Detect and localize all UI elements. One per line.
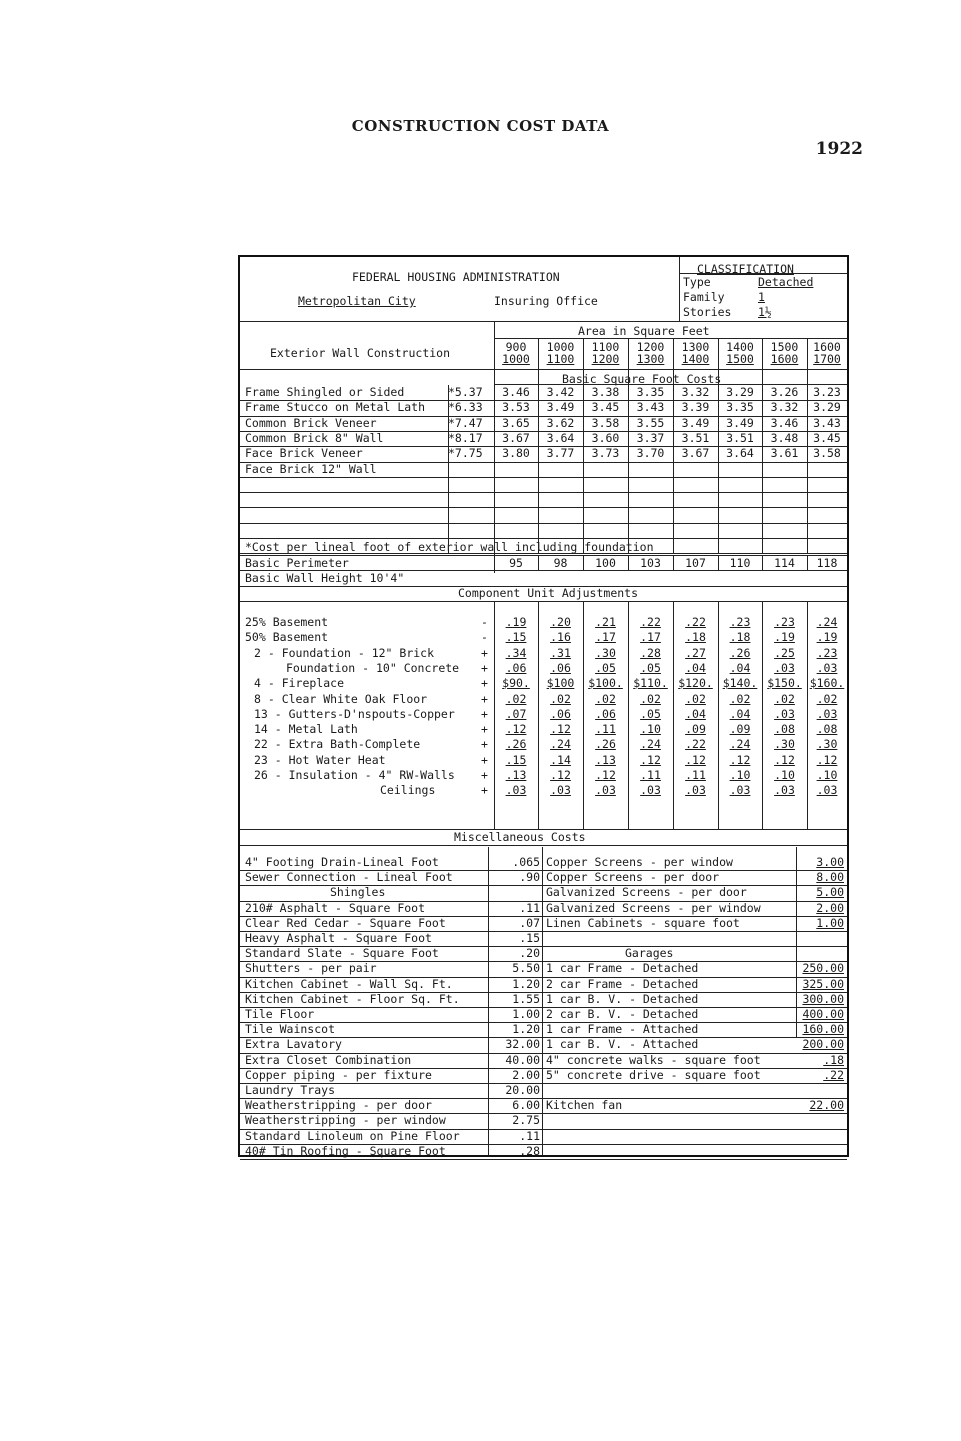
- misc-left-value: 40.00: [505, 1052, 540, 1067]
- adjustment-sign: +: [481, 752, 488, 767]
- misc-left-label: Extra Lavatory: [245, 1037, 342, 1052]
- adjustment-value: .31: [550, 645, 571, 660]
- basic-cost-value: 3.48: [770, 430, 799, 445]
- adjustment-value: .10: [816, 768, 838, 782]
- basic-cost-value: 3.43: [636, 400, 665, 415]
- adjustment-value: .19: [505, 615, 527, 629]
- area-range-low: 1100: [591, 340, 620, 354]
- misc-left-label: Sewer Connection - Lineal Foot: [245, 870, 453, 885]
- misc-left-value: 32.00: [505, 1037, 540, 1052]
- cost-form: [238, 255, 849, 1157]
- adjustment-value: .02: [550, 691, 571, 706]
- misc-right-value: 250.00: [802, 961, 844, 976]
- adjustment-value: .30: [816, 737, 838, 752]
- adjustment-sign: +: [481, 722, 488, 737]
- basic-cost-value: 3.73: [591, 446, 620, 461]
- adjustment-value: .03: [505, 783, 527, 798]
- wall-type-label: Frame Shingled or Sided: [245, 385, 405, 399]
- adjustment-value: .07: [505, 706, 527, 721]
- adjustment-value: .12: [729, 752, 751, 767]
- type-value: Detached: [758, 275, 814, 289]
- adjustment-value: .06: [595, 706, 616, 721]
- misc-right-value: 2.00: [816, 900, 844, 915]
- adjustment-value: .21: [595, 615, 616, 629]
- adjustment-sign: +: [481, 783, 488, 798]
- lineal-foot-cost: *7.47: [448, 415, 483, 430]
- misc-left-label: Kitchen Cabinet - Floor Sq. Ft.: [245, 991, 460, 1006]
- adjustment-value: .02: [640, 691, 661, 706]
- misc-right-label: 1 car B. V. - Detached: [546, 991, 699, 1006]
- misc-left-value: 1.55: [512, 991, 540, 1006]
- misc-left-label: Standard Slate - Square Foot: [245, 946, 439, 961]
- adjustment-value: .03: [774, 706, 795, 721]
- area-range-high: 1200: [591, 352, 620, 366]
- basic-cost-heading: Basic Square Foot Costs: [562, 372, 722, 386]
- wall-type-label: Frame Stucco on Metal Lath: [245, 400, 426, 415]
- adjustment-sign: +: [481, 645, 488, 660]
- misc-left-value: .11: [519, 900, 540, 915]
- adjustment-value: .30: [774, 737, 795, 752]
- adjustment-value: .09: [729, 722, 751, 737]
- basic-cost-value: 3.32: [770, 400, 799, 415]
- misc-left-value: .065: [512, 855, 540, 869]
- adjustment-value: .08: [816, 722, 838, 737]
- stories-value: 1½: [758, 305, 772, 319]
- misc-right-value: 8.00: [816, 870, 844, 885]
- adjustment-value: .12: [685, 752, 706, 767]
- misc-left-label: 4" Footing Drain-Lineal Foot: [245, 855, 439, 869]
- misc-left-label: Tile Wainscot: [245, 1022, 336, 1037]
- adjustment-value: .24: [550, 737, 571, 752]
- misc-right-label: 1 car Frame - Detached: [546, 961, 699, 976]
- adjustment-value: .24: [816, 615, 838, 629]
- basic-cost-value: 3.64: [726, 446, 754, 461]
- adjustment-sign: +: [481, 706, 488, 721]
- adjustment-value: .12: [640, 752, 661, 767]
- page-title: CONSTRUCTION COST DATA: [351, 117, 610, 135]
- adjustment-value: .22: [640, 615, 661, 629]
- adjustment-value: .02: [729, 691, 751, 706]
- perimeter-value: 110: [729, 556, 751, 570]
- misc-right-label: 1 car Frame - Attached: [546, 1022, 699, 1037]
- basic-cost-value: 3.42: [546, 385, 575, 399]
- adjustment-value: .03: [595, 783, 616, 798]
- basic-cost-value: 3.67: [681, 446, 710, 461]
- area-range-low: 1600: [813, 340, 841, 354]
- adjustment-value: .04: [729, 706, 751, 721]
- basic-cost-value: 3.67: [502, 430, 530, 445]
- area-range-low: 900: [505, 340, 527, 354]
- misc-right-value: 200.00: [802, 1037, 844, 1052]
- adjustment-value: .12: [595, 768, 616, 782]
- misc-heading: Miscellaneous Costs: [454, 830, 586, 844]
- adjustment-sign: +: [481, 768, 488, 782]
- misc-right-label: 2 car Frame - Detached: [546, 976, 699, 991]
- adjustment-value: .17: [640, 630, 661, 645]
- type-label: Type: [683, 275, 711, 289]
- adjustment-label: 13 - Gutters-D'nspouts-Copper: [254, 706, 455, 721]
- adjustment-value: .23: [729, 615, 751, 629]
- adjustment-sign: +: [481, 737, 488, 752]
- basic-cost-value: 3.80: [502, 446, 530, 461]
- adjustment-value: .22: [685, 615, 706, 629]
- basic-cost-value: 3.49: [726, 415, 754, 430]
- basic-cost-value: 3.46: [502, 385, 530, 399]
- area-range-high: 1100: [546, 352, 575, 366]
- misc-left-label: Clear Red Cedar - Square Foot: [245, 915, 446, 930]
- adjustment-value: .05: [640, 660, 661, 675]
- adjustment-value: .30: [595, 645, 616, 660]
- adjustment-value: .16: [550, 630, 571, 645]
- adjustment-value: .25: [774, 645, 795, 660]
- adjustment-value: .05: [640, 706, 661, 721]
- adjustment-value: .18: [729, 630, 751, 645]
- adjustment-value: .26: [505, 737, 527, 752]
- adjustment-sign: +: [481, 691, 488, 706]
- area-range-high: 1000: [502, 352, 530, 366]
- misc-right-value: 1.00: [816, 915, 844, 930]
- misc-left-value: 2.75: [512, 1113, 540, 1128]
- basic-cost-value: 3.53: [502, 400, 530, 415]
- misc-right-label: Kitchen fan: [546, 1098, 623, 1113]
- misc-left-label: Copper piping - per fixture: [245, 1067, 432, 1082]
- adjustment-label: 23 - Hot Water Heat: [254, 752, 386, 767]
- adjustment-value: .20: [550, 615, 571, 629]
- adjustment-label: 2 - Foundation - 12" Brick: [254, 645, 435, 660]
- adjustment-value: .02: [685, 691, 706, 706]
- basic-cost-value: 3.64: [546, 430, 575, 445]
- basic-cost-value: 3.60: [591, 430, 620, 445]
- lineal-foot-cost: *7.75: [448, 446, 483, 461]
- perimeter-value: 114: [774, 556, 795, 570]
- adjustment-value: .03: [685, 783, 706, 798]
- misc-left-value: 2.00: [512, 1067, 540, 1082]
- basic-cost-value: 3.39: [681, 400, 710, 415]
- misc-left-label: Kitchen Cabinet - Wall Sq. Ft.: [245, 976, 453, 991]
- area-range-high: 1700: [813, 352, 841, 366]
- misc-left-value: 5.50: [512, 961, 540, 976]
- adjustment-label: 50% Basement: [245, 630, 329, 645]
- adjustment-value: .23: [774, 615, 795, 629]
- adjustment-value: .09: [685, 722, 706, 737]
- basic-cost-value: 3.29: [813, 400, 841, 415]
- adjustment-value: .17: [595, 630, 616, 645]
- misc-left-value: .20: [519, 946, 540, 961]
- adjustment-value: .03: [774, 660, 795, 675]
- adjustment-sign: +: [481, 660, 488, 675]
- misc-left-value: .28: [519, 1143, 540, 1158]
- perimeter-value: 107: [685, 556, 706, 570]
- misc-left-value: 1.20: [512, 1022, 540, 1037]
- adjustment-value: .24: [640, 737, 661, 752]
- basic-cost-value: 3.49: [546, 400, 575, 415]
- page-year: 1922: [815, 139, 863, 159]
- misc-left-label: Shutters - per pair: [245, 961, 377, 976]
- misc-right-label: Copper Screens - per door: [546, 870, 720, 885]
- adjustment-value: .15: [505, 630, 527, 645]
- office-name: Insuring Office: [494, 294, 598, 308]
- adjustment-value: $100.: [588, 676, 623, 691]
- adjustment-label: 25% Basement: [245, 615, 329, 629]
- misc-left-label: Laundry Trays: [245, 1083, 336, 1097]
- basic-cost-value: 3.32: [681, 385, 710, 399]
- misc-left-label: Heavy Asphalt - Square Foot: [245, 931, 432, 945]
- adjustment-value: .04: [685, 660, 706, 675]
- adjustment-value: .11: [640, 768, 661, 782]
- adjustment-value: .14: [550, 752, 571, 767]
- misc-right-label: Galvanized Screens - per door: [546, 885, 747, 900]
- adjustment-value: .26: [729, 645, 751, 660]
- basic-cost-value: 3.29: [726, 385, 754, 399]
- misc-right-value: 3.00: [816, 855, 844, 869]
- adjustment-value: .02: [774, 691, 795, 706]
- adjustment-value: .27: [685, 645, 706, 660]
- adjustment-value: .12: [816, 752, 838, 767]
- wall-type-label: Face Brick 12" Wall: [245, 461, 377, 476]
- basic-cost-value: 3.35: [726, 400, 754, 415]
- adjustment-value: .12: [774, 752, 795, 767]
- wall-height: Basic Wall Height 10'4": [245, 571, 405, 585]
- misc-right-label: Linen Cabinets - square foot: [546, 915, 740, 930]
- area-range-low: 1200: [636, 340, 665, 354]
- adjustment-value: .22: [685, 737, 706, 752]
- adjustment-label: 26 - Insulation - 4" RW-Walls: [254, 768, 455, 782]
- adjustment-value: .03: [774, 783, 795, 798]
- misc-right-value: 5.00: [816, 885, 844, 900]
- lineal-foot-cost: *5.37: [448, 385, 483, 399]
- adjustment-label: 4 - Fireplace: [254, 676, 345, 691]
- adjustment-sign: +: [481, 676, 488, 691]
- adjustment-value: .06: [550, 660, 571, 675]
- perimeter-value: 95: [509, 556, 523, 570]
- misc-right-value: 300.00: [802, 991, 844, 1006]
- misc-left-value: 1.20: [512, 976, 540, 991]
- area-range-low: 1300: [681, 340, 710, 354]
- adjustment-label: Ceilings: [380, 783, 436, 798]
- adjustment-value: .03: [816, 660, 838, 675]
- basic-cost-value: 3.51: [681, 430, 710, 445]
- area-range-low: 1500: [770, 340, 799, 354]
- misc-left-value: 1.00: [512, 1007, 540, 1021]
- basic-cost-value: 3.77: [546, 446, 575, 461]
- perimeter-value: 100: [595, 556, 616, 570]
- adjustment-value: .10: [640, 722, 661, 737]
- adjustment-value: .23: [816, 645, 838, 660]
- adjustment-value: .12: [550, 722, 571, 737]
- adjustment-value: $90.: [502, 676, 530, 691]
- wall-type-label: Common Brick 8" Wall: [245, 430, 384, 445]
- adjustment-value: .26: [595, 737, 616, 752]
- lineal-foot-cost: *6.33: [448, 400, 483, 415]
- misc-left-value: 6.00: [512, 1098, 540, 1113]
- family-label: Family: [683, 290, 725, 304]
- adjustment-value: .04: [729, 660, 751, 675]
- area-range-high: 1300: [636, 352, 665, 366]
- misc-right-value: .18: [823, 1052, 844, 1067]
- family-value: 1: [758, 290, 765, 304]
- adjustment-value: .02: [505, 691, 527, 706]
- wall-type-label: Common Brick Veneer: [245, 415, 377, 430]
- adjustment-value: .06: [550, 706, 571, 721]
- adjustment-value: .05: [595, 660, 616, 675]
- basic-cost-value: 3.61: [770, 446, 799, 461]
- misc-left-label: Extra Closet Combination: [245, 1052, 412, 1067]
- misc-right-value: 22.00: [809, 1098, 844, 1113]
- basic-cost-value: 3.46: [770, 415, 799, 430]
- lineal-footnote: *Cost per lineal foot of exterior wall including foundation: [245, 540, 654, 554]
- adjustment-value: .02: [816, 691, 838, 706]
- misc-right-value: 325.00: [802, 976, 844, 991]
- misc-left-label: Weatherstripping - per door: [245, 1098, 432, 1113]
- adjustment-value: .03: [816, 706, 838, 721]
- basic-cost-value: 3.35: [636, 385, 665, 399]
- misc-left-label: 210# Asphalt - Square Foot: [245, 900, 426, 915]
- basic-cost-value: 3.38: [591, 385, 620, 399]
- basic-cost-value: 3.55: [636, 415, 665, 430]
- adjustment-value: $120.: [678, 676, 713, 691]
- adjustment-label: 22 - Extra Bath-Complete: [254, 737, 421, 752]
- adjustment-value: .03: [640, 783, 661, 798]
- misc-left-value: .07: [519, 915, 540, 930]
- basic-cost-value: 3.62: [546, 415, 575, 430]
- adjustment-value: .28: [640, 645, 661, 660]
- basic-cost-value: 3.45: [591, 400, 620, 415]
- basic-cost-value: 3.37: [636, 430, 665, 445]
- adjustment-value: .02: [595, 691, 616, 706]
- basic-cost-value: 3.70: [636, 446, 665, 461]
- misc-right-label: 5" concrete drive - square foot: [546, 1067, 761, 1082]
- misc-left-label: 40# Tin Roofing - Square Foot: [245, 1143, 446, 1158]
- adjustment-value: $110.: [633, 676, 668, 691]
- adjustment-value: .03: [729, 783, 751, 798]
- perimeter-label: Basic Perimeter: [245, 556, 349, 570]
- basic-cost-value: 3.43: [813, 415, 841, 430]
- adjustment-value: $140.: [722, 676, 758, 691]
- adjustment-value: .19: [816, 630, 838, 645]
- adjustment-value: .03: [816, 783, 838, 798]
- area-range-high: 1500: [726, 352, 754, 366]
- perimeter-value: 103: [640, 556, 661, 570]
- adjustment-value: .13: [505, 768, 527, 782]
- adjustment-sign: -: [481, 615, 488, 629]
- basic-cost-value: 3.65: [502, 415, 530, 430]
- adjustment-value: .13: [595, 752, 616, 767]
- adjustment-value: .11: [685, 768, 706, 782]
- classification-heading: CLASSIFICATION: [697, 262, 794, 276]
- misc-left-value: .90: [519, 870, 540, 885]
- basic-cost-value: 3.58: [813, 446, 841, 461]
- perimeter-value: 98: [553, 556, 568, 570]
- basic-cost-value: 3.51: [726, 430, 754, 445]
- adjustment-value: .12: [550, 768, 571, 782]
- misc-right-label: 2 car B. V. - Detached: [546, 1007, 699, 1021]
- area-range-low: 1000: [546, 340, 575, 354]
- basic-cost-value: 3.49: [681, 415, 710, 430]
- adjustment-value: .24: [729, 737, 751, 752]
- wall-type-label: Face Brick Veneer: [245, 446, 363, 461]
- adjustment-value: .19: [774, 630, 795, 645]
- area-heading: Area in Square Feet: [578, 324, 710, 338]
- misc-right-heading: Garages: [625, 946, 674, 961]
- misc-left-value: 20.00: [505, 1083, 540, 1097]
- adjustment-sign: -: [481, 630, 488, 645]
- misc-right-value: 400.00: [802, 1007, 844, 1021]
- agency-name: FEDERAL HOUSING ADMINISTRATION: [352, 270, 560, 284]
- adjustment-value: .15: [505, 752, 527, 767]
- misc-right-value: .22: [823, 1067, 844, 1082]
- misc-left-label: Tile Floor: [245, 1007, 315, 1021]
- lineal-foot-cost: *8.17: [448, 430, 483, 445]
- adjustment-label: 14 - Metal Lath: [254, 722, 358, 737]
- adjustment-value: $160.: [809, 676, 845, 691]
- adjustment-value: .11: [595, 722, 616, 737]
- misc-left-label: Weatherstripping - per window: [245, 1113, 446, 1128]
- adjustment-value: .04: [685, 706, 706, 721]
- adjustment-value: .18: [685, 630, 706, 645]
- misc-right-value: 160.00: [802, 1022, 844, 1037]
- adjustment-value: .10: [774, 768, 795, 782]
- misc-left-value: .15: [519, 931, 540, 945]
- misc-left-value: .11: [519, 1128, 540, 1143]
- adjustment-value: $150.: [767, 676, 802, 691]
- basic-cost-value: 3.58: [591, 415, 620, 430]
- adjustments-heading: Component Unit Adjustments: [458, 586, 639, 600]
- adjustment-value: .10: [729, 768, 751, 782]
- adjustment-value: .03: [550, 783, 571, 798]
- misc-left-label: Shingles: [330, 885, 386, 900]
- adjustment-value: .12: [505, 722, 527, 737]
- misc-right-label: 4" concrete walks - square foot: [546, 1052, 761, 1067]
- adjustment-label: 8 - Clear White Oak Floor: [254, 691, 428, 706]
- perimeter-value: 118: [816, 556, 838, 570]
- basic-cost-value: 3.23: [813, 385, 841, 399]
- area-range-high: 1600: [770, 352, 799, 366]
- basic-cost-value: 3.26: [770, 385, 799, 399]
- adjustment-label: Foundation - 10" Concrete: [286, 660, 460, 675]
- misc-left-label: Standard Linoleum on Pine Floor: [245, 1128, 460, 1143]
- area-range-low: 1400: [726, 340, 754, 354]
- basic-cost-value: 3.45: [813, 430, 841, 445]
- area-range-high: 1400: [681, 352, 710, 366]
- misc-right-label: Copper Screens - per window: [546, 855, 733, 869]
- exterior-wall-heading: Exterior Wall Construction: [270, 346, 451, 360]
- misc-right-label: 1 car B. V. - Attached: [546, 1037, 699, 1052]
- misc-right-label: Galvanized Screens - per window: [546, 900, 761, 915]
- adjustment-value: $100: [546, 676, 575, 691]
- adjustment-value: .34: [505, 645, 527, 660]
- city-name: Metropolitan City: [298, 294, 416, 308]
- adjustment-value: .08: [774, 722, 795, 737]
- adjustment-value: .06: [505, 660, 527, 675]
- stories-label: Stories: [683, 305, 732, 319]
